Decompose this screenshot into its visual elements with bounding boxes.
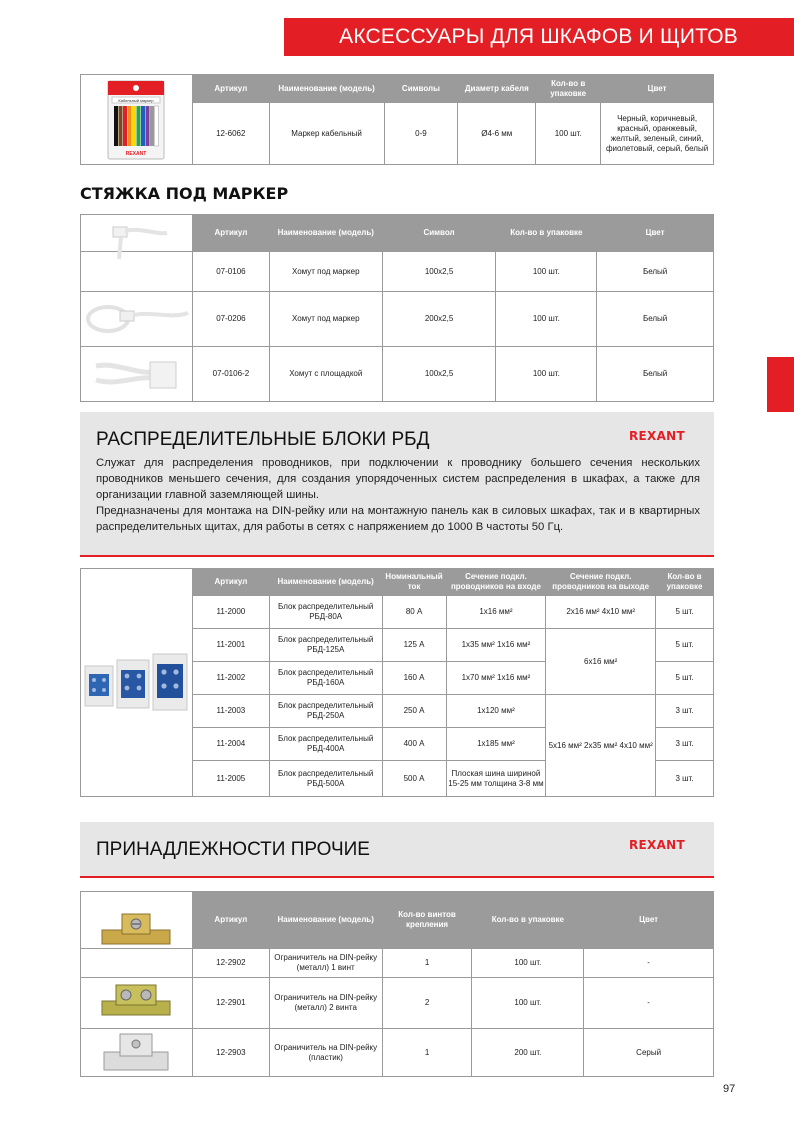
cell-name: Ограничитель на DIN-рейку (пластик)	[269, 1029, 382, 1077]
rbd-desc-paragraph: Служат для распределения проводников, при подключении к проводнику большего сечения нескольких проводников меньшего сечения, для создания упорядоченных систем распределения в шкафах, а также для организации главной заземляющей шины.	[96, 457, 700, 501]
misc-info-block	[80, 822, 714, 878]
cell-pack: 100 шт.	[496, 347, 597, 402]
rbd-description	[96, 455, 700, 535]
cell-article: 11-2000	[192, 596, 269, 629]
cell-color: Белый	[597, 347, 714, 402]
table-row	[81, 292, 714, 347]
cell-article: 12-2903	[192, 1029, 269, 1077]
cell-screws: 2	[382, 978, 472, 1029]
col-header: Сечение подкл. проводников на входе	[446, 569, 546, 596]
col-header: Артикул	[192, 569, 269, 596]
section-divider	[80, 876, 714, 878]
section-title-ties: СТЯЖКА ПОД МАРКЕР	[80, 184, 289, 203]
col-header: Наименование (модель)	[269, 75, 384, 103]
cell-color: Белый	[597, 252, 714, 292]
rbd-image-cell	[81, 569, 193, 797]
col-header: Символы	[384, 75, 458, 103]
cell-article: 12-2902	[192, 949, 269, 978]
cell-pack: 5 шт.	[656, 629, 714, 662]
cell-color: -	[584, 949, 714, 978]
col-header: Наименование (модель)	[269, 569, 382, 596]
cell-name: Хомут под маркер	[269, 252, 382, 292]
cell-article: 07-0206	[192, 292, 269, 347]
cell-current: 160 А	[382, 662, 446, 695]
cell-current: 250 А	[382, 695, 446, 728]
col-header: Кол-во в упаковке	[472, 892, 584, 949]
page-header-title: АКСЕССУАРЫ ДЛЯ ШКАФОВ И ЩИТОВ	[339, 25, 738, 48]
marker-image-cell	[81, 75, 193, 165]
din-stopper-2-screws-image	[96, 979, 176, 1027]
cell-input: Плоская шина шириной 15-25 мм толщина 3-8 мм	[446, 761, 546, 797]
cell-pack: 100 шт.	[496, 292, 597, 347]
col-header: Наименование (модель)	[269, 892, 382, 949]
col-header: Номинальный ток	[382, 569, 446, 596]
cell-symbol: 200х2,5	[382, 292, 496, 347]
cell-symbols: 0-9	[384, 103, 458, 165]
cell-current: 500 А	[382, 761, 446, 797]
top-banner	[284, 18, 794, 56]
cell-name: Ограничитель на DIN-рейку (металл) 1 винт	[269, 949, 382, 978]
cell-output: 5х16 мм² 2х35 мм² 4х10 мм²	[546, 695, 656, 797]
cable-tie-long-image	[82, 297, 190, 341]
cell-pack: 100 шт.	[472, 978, 584, 1029]
cell-article: 12-6062	[192, 103, 269, 165]
cell-input: 1х185 мм²	[446, 728, 546, 761]
cell-pack: 100 шт.	[536, 103, 601, 165]
cell-article: 11-2003	[192, 695, 269, 728]
cell-output: 6х16 мм²	[546, 629, 656, 695]
cell-input: 1х120 мм²	[446, 695, 546, 728]
cell-name: Хомут с площадкой	[269, 347, 382, 402]
misc-image-cell	[81, 978, 193, 1029]
cell-color: Серый	[584, 1029, 714, 1077]
side-tab	[767, 357, 794, 412]
cable-marker-pack-image	[106, 79, 166, 161]
section-title-rbd: РАСПРЕДЕЛИТЕЛЬНЫЕ БЛОКИ РБД	[96, 429, 430, 450]
cell-article: 07-0106	[192, 252, 269, 292]
tie-image-cell	[81, 215, 193, 252]
misc-image-cell	[81, 892, 193, 949]
ties-table	[80, 214, 714, 402]
cell-pack: 3 шт.	[656, 695, 714, 728]
cell-screws: 1	[382, 1029, 472, 1077]
din-stopper-plastic-image	[96, 1030, 176, 1076]
col-header: Кол-во в упаковке	[496, 215, 597, 252]
col-header: Артикул	[192, 215, 269, 252]
cell-symbol: 100х2,5	[382, 347, 496, 402]
col-header: Цвет	[597, 215, 714, 252]
distribution-block-image	[81, 648, 191, 718]
rbd-desc-paragraph: Предназначены для монтажа на DIN-рейку или на монтажную панель как в силовых шкафах, так и в квартирных распределительных щитах, для работы в сетях с напряжением до 1000 В частоты 50 Гц.	[96, 505, 700, 533]
cell-name: Ограничитель на DIN-рейку (металл) 2 винта	[269, 978, 382, 1029]
cell-input: 1х35 мм² 1х16 мм²	[446, 629, 546, 662]
cell-current: 400 А	[382, 728, 446, 761]
col-header: Цвет	[601, 75, 714, 103]
cell-name: Маркер кабельный	[269, 103, 384, 165]
col-header: Наименование (модель)	[269, 215, 382, 252]
cell-name: Блок распределительный РБД-80А	[269, 596, 382, 629]
tie-pad-image-cell	[81, 347, 193, 402]
cell-pack: 100 шт.	[496, 252, 597, 292]
col-header: Кол-во в упаковке	[536, 75, 601, 103]
cell-name: Блок распределительный РБД-125А	[269, 629, 382, 662]
cell-name: Блок распределительный РБД-400А	[269, 728, 382, 761]
misc-image-cell	[81, 1029, 193, 1077]
col-header: Символ	[382, 215, 496, 252]
cell-color: Белый	[597, 292, 714, 347]
cell-pack: 5 шт.	[656, 662, 714, 695]
cell-output: 2х16 мм² 4х10 мм²	[546, 596, 656, 629]
cell-pack: 3 шт.	[656, 728, 714, 761]
cell-article: 11-2005	[192, 761, 269, 797]
cell-current: 125 А	[382, 629, 446, 662]
cell-name: Хомут под маркер	[269, 292, 382, 347]
cable-tie-pad-image	[86, 352, 186, 396]
cell-article: 12-2901	[192, 978, 269, 1029]
cell-diameter: Ø4-6 мм	[458, 103, 536, 165]
misc-table	[80, 891, 714, 1077]
section-title-misc: ПРИНАДЛЕЖНОСТИ ПРОЧИЕ	[96, 839, 370, 860]
col-header: Артикул	[192, 892, 269, 949]
col-header: Цвет	[584, 892, 714, 949]
svg-text:Кабельный маркер: Кабельный маркер	[118, 97, 154, 103]
section-divider	[80, 555, 714, 557]
cell-article: 11-2002	[192, 662, 269, 695]
cell-input: 1х70 мм² 1х16 мм²	[446, 662, 546, 695]
cell-screws: 1	[382, 949, 472, 978]
col-header: Сечение подкл. проводников на выходе	[546, 569, 656, 596]
cell-name: Блок распределительный РБД-500А	[269, 761, 382, 797]
col-header: Кол-во винтов крепления	[382, 892, 472, 949]
rbd-table	[80, 568, 714, 797]
cell-pack: 5 шт.	[656, 596, 714, 629]
col-header: Артикул	[192, 75, 269, 103]
cell-current: 80 А	[382, 596, 446, 629]
table-row	[81, 347, 714, 402]
col-header: Кол-во в упаковке	[656, 569, 714, 596]
cell-name: Блок распределительный РБД-160А	[269, 662, 382, 695]
rexant-logo: REXANT	[629, 429, 686, 443]
cell-article: 11-2004	[192, 728, 269, 761]
col-header: Диаметр кабеля	[458, 75, 536, 103]
din-stopper-1-screw-image	[96, 906, 176, 962]
cell-name: Блок распределительный РБД-250А	[269, 695, 382, 728]
cable-tie-marker-image	[101, 219, 171, 263]
table-row	[81, 978, 714, 1029]
cell-pack: 100 шт.	[472, 949, 584, 978]
cell-color: Черный, коричневый, красный, оранжевый, желтый, зеленый, синий, фиолетовый, серый, белый	[601, 103, 714, 165]
cell-pack: 200 шт.	[472, 1029, 584, 1077]
cell-pack: 3 шт.	[656, 761, 714, 797]
table-row	[81, 1029, 714, 1077]
svg-text:REXANT: REXANT	[126, 150, 147, 157]
tie-long-image-cell	[81, 292, 193, 347]
page-number: 97	[723, 1083, 736, 1095]
rbd-info-block	[80, 412, 714, 557]
cell-input: 1х16 мм²	[446, 596, 546, 629]
table-row	[81, 252, 714, 292]
rexant-logo: REXANT	[629, 838, 686, 852]
cell-article: 11-2001	[192, 629, 269, 662]
cell-color: -	[584, 978, 714, 1029]
cell-symbol: 100х2,5	[382, 252, 496, 292]
marker-table	[80, 74, 714, 165]
cell-article: 07-0106-2	[192, 347, 269, 402]
